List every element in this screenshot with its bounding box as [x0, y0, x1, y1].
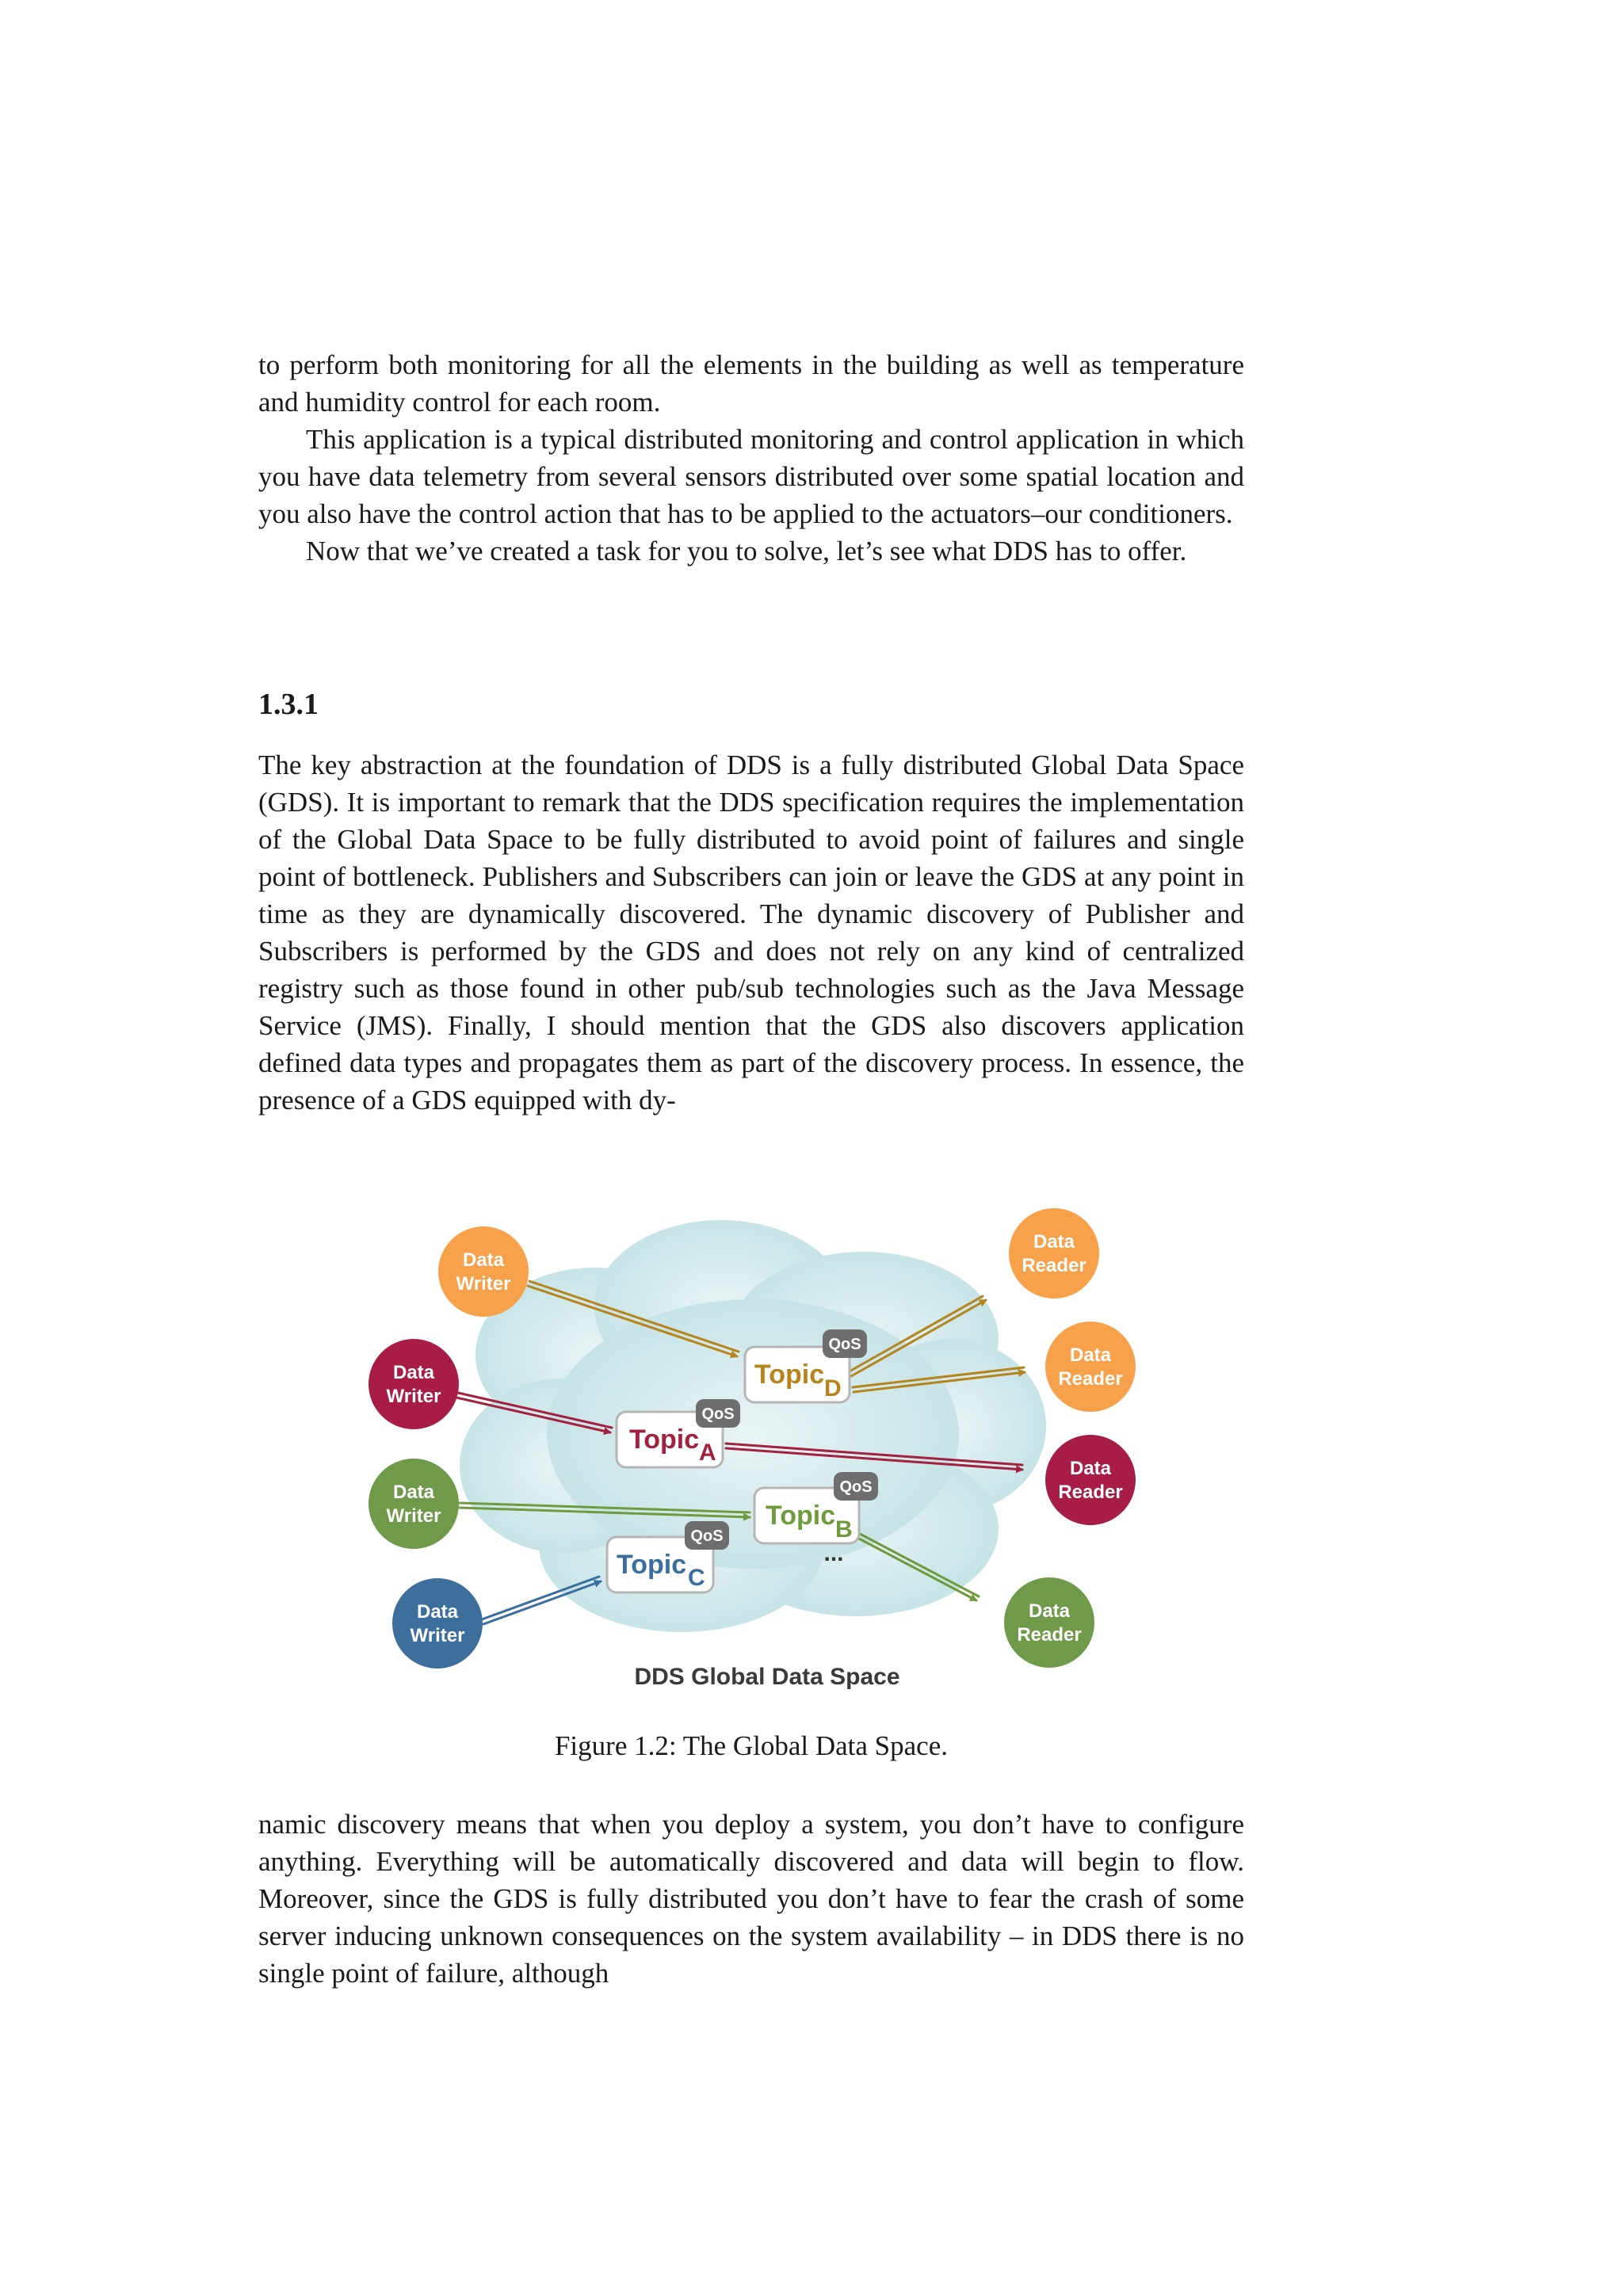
paragraph-3: Now that we’ve created a task for you to solve, let’s see what DDS has to offer. — [306, 536, 1187, 566]
svg-text:Reader: Reader — [1017, 1624, 1082, 1646]
svg-text:Topic: Topic — [629, 1425, 700, 1455]
svg-text:Topic: Topic — [617, 1550, 687, 1580]
svg-text:Topic: Topic — [766, 1501, 836, 1531]
svg-text:Data: Data — [1033, 1231, 1075, 1253]
svg-text:Data: Data — [1069, 1344, 1112, 1366]
gds-figure — [349, 1188, 1173, 1703]
data-writer-orange — [438, 1226, 529, 1317]
intro-text — [258, 346, 1244, 570]
svg-text:Data: Data — [1069, 1458, 1112, 1479]
svg-text:C: C — [688, 1565, 705, 1591]
data-writer-crimson — [369, 1339, 459, 1429]
svg-text:Data: Data — [1028, 1600, 1071, 1622]
data-writer-green — [369, 1459, 459, 1549]
svg-text:Reader: Reader — [1058, 1368, 1123, 1390]
svg-text:Data: Data — [392, 1362, 435, 1383]
paragraph-1: to perform both monitoring for all the elements in the building as well as temperature and humidity control for each room. — [258, 349, 1244, 418]
gds-diagram — [349, 1188, 1173, 1703]
global-data-space-cloud — [460, 1220, 1046, 1632]
section-text — [258, 746, 1244, 1119]
svg-text:Data: Data — [416, 1601, 459, 1623]
bottom-text — [258, 1806, 1244, 1992]
data-reader-green — [1004, 1577, 1094, 1668]
svg-text:Data: Data — [462, 1249, 505, 1271]
svg-text:Reader: Reader — [1058, 1482, 1123, 1503]
data-reader-orange-mid — [1045, 1322, 1136, 1412]
svg-text:Topic: Topic — [754, 1360, 825, 1390]
data-reader-crimson — [1045, 1435, 1136, 1525]
svg-text:A: A — [699, 1440, 716, 1466]
svg-text:Writer: Writer — [386, 1505, 441, 1527]
svg-text:Writer: Writer — [456, 1273, 511, 1295]
svg-text:QoS: QoS — [701, 1405, 735, 1423]
paragraph-gds: The key abstraction at the foundation of DDS is a fully distributed Global Data Space (GDS). It is important to remark that the DDS specification requires the implementation of the Global Data Space to be fully distributed to avoid point of failures and single point of bottleneck. Publishers and Subscribers can join or leave the GDS at any point in time as they are dynamically discovered. The dynamic discovery of Publisher and Subscribers is performed by the GDS and does not rely on any kind of centralized registry such as those found in other pub/sub technologies such as the Java Message Service (JMS). Finally, I should mention that the GDS also discovers application defined data types and propagates them as part of the discovery process. In essence, the presence of a GDS equipped with dy- — [258, 749, 1244, 1116]
section-heading: 1.3.1 — [258, 688, 319, 721]
svg-text:QoS: QoS — [839, 1478, 873, 1496]
svg-text:Writer: Writer — [410, 1625, 465, 1646]
figure-caption: Figure 1.2: The Global Data Space. — [554, 1730, 949, 1761]
svg-text:Writer: Writer — [386, 1386, 441, 1407]
svg-text:QoS: QoS — [828, 1336, 861, 1353]
svg-text:B: B — [835, 1516, 853, 1543]
svg-text:Data: Data — [392, 1482, 435, 1503]
paragraph-discovery: namic discovery means that when you deploy a system, you don’t have to configure anything. Everything will be automatically discovered and data will begin to flow. Moreover, since the GDS is fully distributed you don’t have to fear the crash of some server inducing unknown consequences on the system availability – in DDS there is no single point of failure, although — [258, 1809, 1244, 1989]
svg-text:QoS: QoS — [690, 1527, 724, 1545]
more-topics-ellipsis: ... — [823, 1540, 844, 1566]
svg-text:D: D — [824, 1375, 842, 1402]
paragraph-2: This application is a typical distributed monitoring and control application in which you have data telemetry from several sensors distributed over some spatial location and you also have the control action that has to be applied to the actuators–our conditioners. — [258, 424, 1244, 529]
data-reader-orange-top — [1009, 1208, 1099, 1299]
data-writer-blue — [392, 1578, 483, 1669]
svg-text:Reader: Reader — [1022, 1255, 1086, 1276]
cloud-label: DDS Global Data Space — [634, 1664, 900, 1690]
